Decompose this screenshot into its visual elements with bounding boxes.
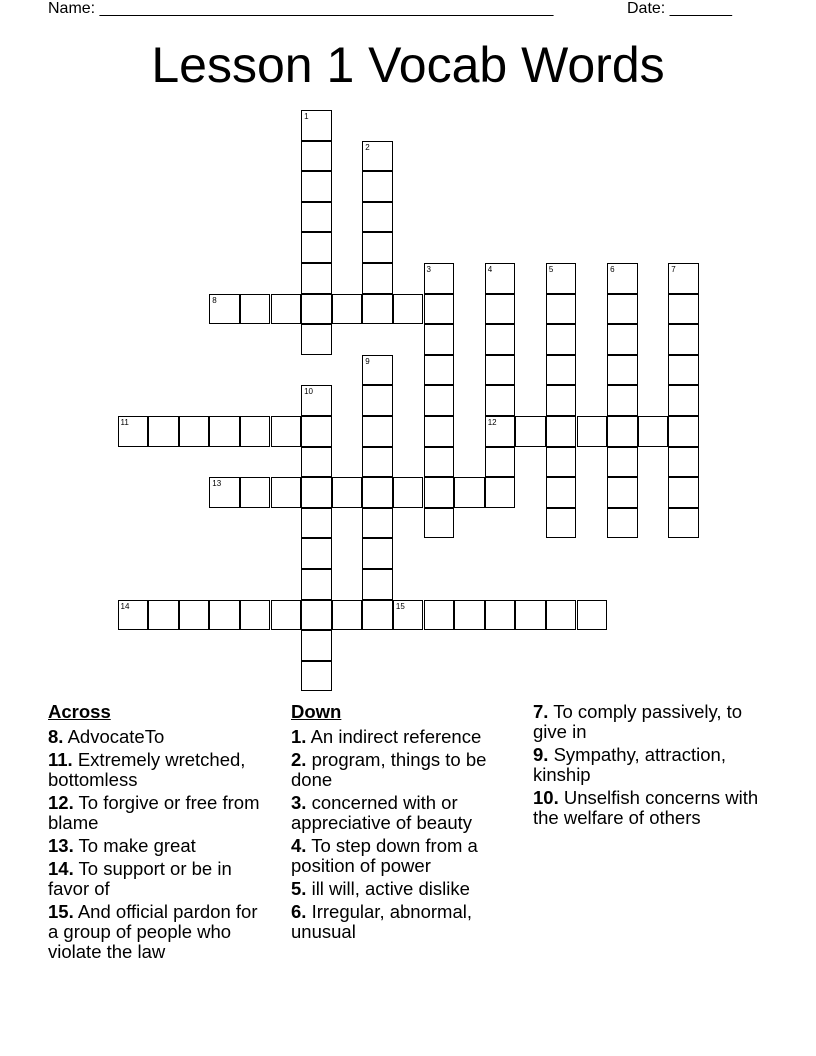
clue-across-11: 11. Extremely wretched, bottomless (48, 749, 246, 790)
grid-cell[interactable] (546, 600, 577, 631)
grid-cell[interactable] (362, 416, 393, 447)
grid-cell[interactable] (301, 263, 332, 294)
grid-cell[interactable] (546, 324, 577, 355)
grid-cell[interactable] (668, 477, 699, 508)
down-clues-continued (533, 702, 773, 831)
grid-cell[interactable] (332, 294, 363, 325)
grid-cell[interactable] (362, 538, 393, 569)
grid-cell[interactable] (668, 416, 699, 447)
grid-cell[interactable] (424, 447, 455, 478)
grid-cell[interactable] (362, 477, 393, 508)
grid-cell[interactable] (118, 416, 149, 447)
grid-cell[interactable] (546, 447, 577, 478)
down-clues (291, 702, 516, 945)
clue-number: 13 (212, 479, 222, 489)
grid-cell[interactable] (424, 508, 455, 539)
clue-across-15: 15. And official pardon for a group of people who violate the law (48, 901, 258, 962)
grid-cell[interactable] (485, 600, 516, 631)
grid-cell[interactable] (240, 416, 271, 447)
grid-cell[interactable] (301, 385, 332, 416)
grid-cell[interactable] (301, 416, 332, 447)
grid-cell[interactable] (362, 141, 393, 172)
grid-cell[interactable] (271, 600, 302, 631)
grid-cell[interactable] (179, 600, 210, 631)
clue-number: 14 (120, 601, 130, 611)
grid-cell[interactable] (393, 600, 424, 631)
grid-cell[interactable] (393, 477, 424, 508)
grid-cell[interactable] (515, 416, 546, 447)
grid-cell[interactable] (546, 416, 577, 447)
grid-cell[interactable] (546, 385, 577, 416)
grid-cell[interactable] (607, 416, 638, 447)
clue-down-10: 10. Unselfish concerns with the welfare of others (533, 787, 759, 828)
grid-cell[interactable] (179, 416, 210, 447)
grid-cell[interactable] (301, 232, 332, 263)
clue-number: 9 (365, 356, 370, 366)
grid-cell[interactable] (607, 294, 638, 325)
grid-cell[interactable] (668, 447, 699, 478)
grid-cell[interactable] (546, 294, 577, 325)
grid-cell[interactable] (424, 355, 455, 386)
grid-cell[interactable] (424, 416, 455, 447)
clue-down-5: 5. ill will, active dislike (291, 878, 470, 899)
grid-cell[interactable] (485, 355, 516, 386)
grid-cell[interactable] (301, 171, 332, 202)
date-line: Date: _______ (627, 0, 732, 17)
grid-cell[interactable] (362, 202, 393, 233)
down-heading: Down (291, 701, 342, 722)
grid-cell[interactable] (271, 477, 302, 508)
grid-cell[interactable] (332, 600, 363, 631)
grid-cell[interactable] (485, 294, 516, 325)
grid-cell[interactable] (209, 477, 240, 508)
grid-cell[interactable] (301, 202, 332, 233)
grid-cell[interactable] (607, 263, 638, 294)
grid-cell[interactable] (485, 447, 516, 478)
grid-cell[interactable] (424, 477, 455, 508)
clue-down-7: 7. To comply passively, to give in (533, 701, 743, 742)
grid-cell[interactable] (271, 416, 302, 447)
grid-cell[interactable] (485, 324, 516, 355)
clue-number: 8 (212, 295, 217, 305)
grid-cell[interactable] (607, 355, 638, 386)
grid-cell[interactable] (424, 600, 455, 631)
grid-cell[interactable] (424, 324, 455, 355)
grid-cell[interactable] (148, 416, 179, 447)
grid-cell[interactable] (485, 385, 516, 416)
grid-cell[interactable] (240, 477, 271, 508)
grid-cell[interactable] (362, 263, 393, 294)
clue-number: 1 (304, 112, 309, 121)
clue-number: 4 (487, 265, 493, 274)
grid-cell[interactable] (240, 294, 271, 325)
grid-cell[interactable] (301, 477, 332, 508)
clue-across-14: 14. To support or be in favor of (48, 858, 232, 899)
grid-cell[interactable] (607, 324, 638, 355)
grid-cell[interactable] (362, 171, 393, 202)
grid-cell[interactable] (301, 630, 332, 661)
grid-cell[interactable] (454, 600, 485, 631)
grid-cell[interactable] (668, 294, 699, 325)
grid-cell[interactable] (607, 447, 638, 478)
clue-across-13: 13. To make great (48, 835, 196, 856)
page-title: Lesson 1 Vocab Words (151, 37, 665, 93)
clue-number: 7 (671, 265, 676, 274)
grid-cell[interactable] (301, 600, 332, 631)
grid-cell[interactable] (546, 477, 577, 508)
grid-cell[interactable] (668, 263, 699, 294)
grid-cell[interactable] (668, 324, 699, 355)
grid-cell[interactable] (271, 294, 302, 325)
grid-cell[interactable] (546, 355, 577, 386)
grid-cell[interactable] (362, 447, 393, 478)
grid-cell[interactable] (301, 661, 332, 692)
clue-number: 10 (304, 387, 313, 397)
grid-cell[interactable] (362, 355, 393, 386)
grid-cell[interactable] (577, 600, 608, 631)
grid-cell[interactable] (301, 141, 332, 172)
grid-cell[interactable] (485, 477, 516, 508)
name-line: Name: ___________________________________________________ (48, 0, 554, 17)
grid-cell[interactable] (607, 508, 638, 539)
grid-cell[interactable] (485, 263, 516, 294)
clue-down-2: 2. program, things to be done (291, 749, 487, 790)
grid-cell[interactable] (362, 600, 393, 631)
grid-cell[interactable] (546, 508, 577, 539)
grid-cell[interactable] (362, 508, 393, 539)
grid-cell[interactable] (362, 385, 393, 416)
across-clues (48, 702, 268, 965)
grid-cell[interactable] (638, 416, 669, 447)
grid-cell[interactable] (301, 110, 332, 141)
grid-cell[interactable] (485, 416, 516, 447)
grid-cell[interactable] (668, 385, 699, 416)
grid-cell[interactable] (362, 232, 393, 263)
grid-cell[interactable] (393, 294, 424, 325)
grid-cell[interactable] (362, 569, 393, 600)
clue-down-3: 3. concerned with or appreciative of beauty (291, 792, 473, 833)
grid-cell[interactable] (301, 294, 332, 325)
grid-cell[interactable] (332, 477, 363, 508)
grid-cell[interactable] (362, 294, 393, 325)
grid-cell[interactable] (607, 477, 638, 508)
grid-cell[interactable] (301, 324, 332, 355)
grid-cell[interactable] (577, 416, 608, 447)
clue-down-1: 1. An indirect reference (291, 726, 482, 747)
clue-number: 12 (487, 418, 497, 427)
grid-cell[interactable] (515, 600, 546, 631)
clue-number: 2 (365, 142, 370, 152)
grid-cell[interactable] (424, 385, 455, 416)
clue-number: 6 (610, 265, 615, 274)
grid-cell[interactable] (209, 416, 240, 447)
grid-cell[interactable] (240, 600, 271, 631)
clue-number: 3 (426, 265, 431, 274)
clue-down-9: 9. Sympathy, attraction, kinship (533, 744, 726, 785)
grid-cell[interactable] (607, 385, 638, 416)
grid-cell[interactable] (668, 508, 699, 539)
clue-down-4: 4. To step down from a position of power (291, 835, 478, 876)
grid-cell[interactable] (209, 294, 240, 325)
grid-cell[interactable] (301, 538, 332, 569)
grid-cell[interactable] (424, 294, 455, 325)
grid-cell[interactable] (301, 447, 332, 478)
grid-cell[interactable] (668, 355, 699, 386)
clue-across-8: 8. AdvocateTo (48, 726, 165, 747)
clue-number: 5 (548, 265, 554, 274)
grid-cell[interactable] (209, 600, 240, 631)
grid-cell[interactable] (424, 263, 455, 294)
grid-cell[interactable] (148, 600, 179, 631)
clue-number: 11 (120, 418, 129, 427)
across-heading: Across (48, 701, 111, 722)
grid-cell[interactable] (118, 600, 149, 631)
clue-down-6: 6. Irregular, abnormal, unusual (291, 901, 472, 942)
clue-number: 15 (395, 601, 405, 611)
grid-cell[interactable] (301, 508, 332, 539)
grid-cell[interactable] (301, 569, 332, 600)
clue-across-12: 12. To forgive or free from blame (48, 792, 260, 833)
grid-cell[interactable] (546, 263, 577, 294)
grid-cell[interactable] (454, 477, 485, 508)
